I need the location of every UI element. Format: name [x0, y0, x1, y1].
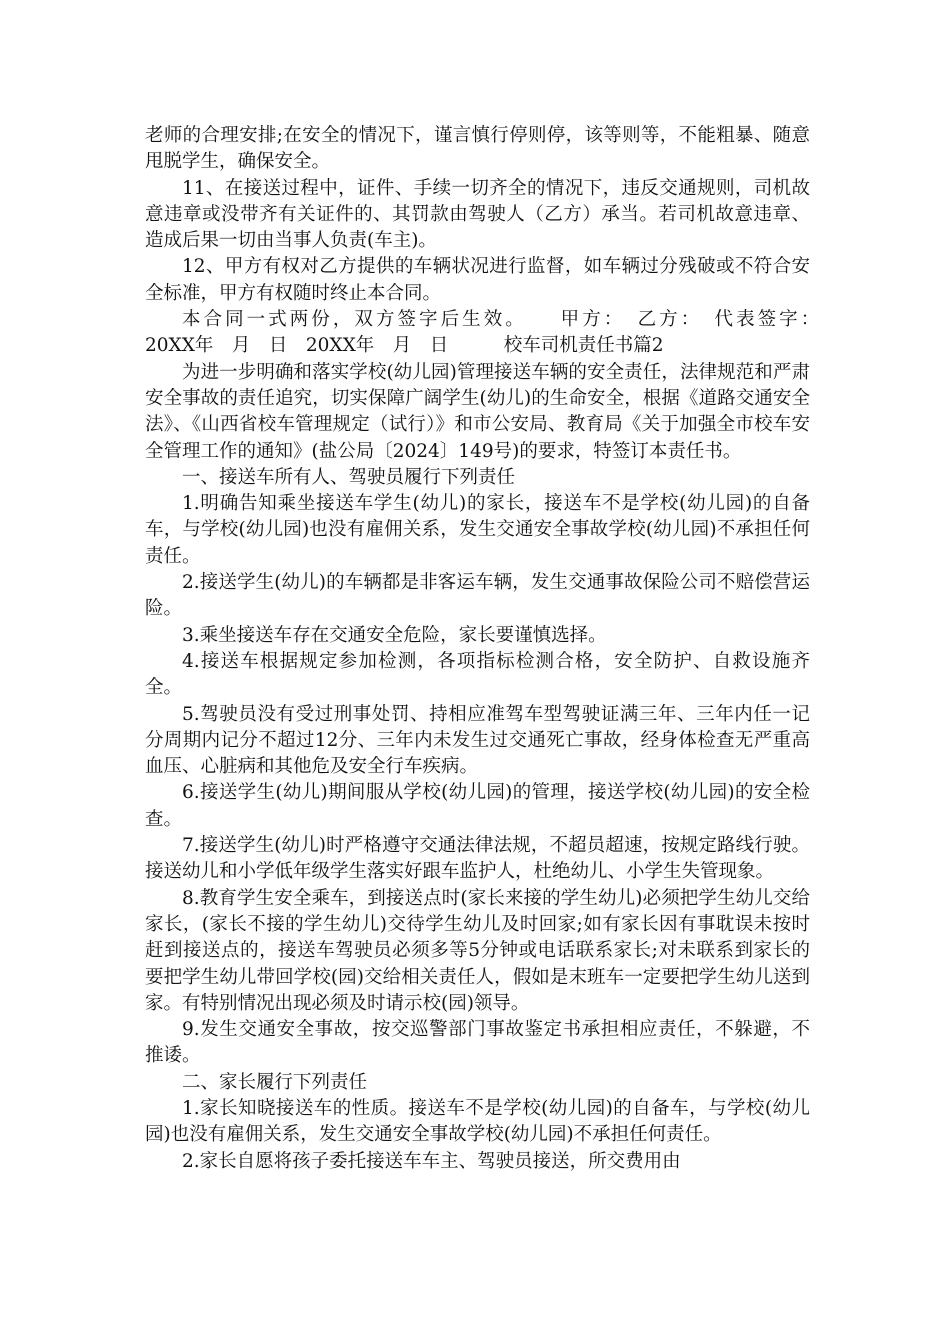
paragraph-continuation: 老师的合理安排;在安全的情况下，谨言慎行停则停，该等则等，不能粗暴、随意甩脱学生，确保安全。 — [145, 125, 810, 173]
section-heading-1: 一、接送车所有人、驾驶员履行下列责任 — [182, 466, 516, 488]
section-heading-2: 二、家长履行下列责任 — [182, 1071, 368, 1093]
paragraph-clause-11: 11、在接送过程中，证件、手续一切齐全的情况下，违反交通规则，司机故意违章或没带齐有关证件的、其罚款由驾驶人（乙方）承当。若司机故意违章、造成后果一切由当事人负责(车主)。 — [145, 177, 810, 252]
list-item: 2.接送学生(幼儿)的车辆都是非客运车辆，发生交通事故保险公司不赔偿营运险。 — [145, 572, 810, 620]
list-item: 5.驾驶员没有受过刑事处罚、持相应准驾车型驾驶证满三年、三年内任一记分周期内记分不超过12分、三年内未发生过交通死亡事故，经身体检查无严重高血压、心脏病和其他危及安全行车疾病。 — [145, 703, 810, 778]
list-item: 4.接送车根据规定参加检测，各项指标检测合格，安全防护、自救设施齐全。 — [145, 650, 810, 699]
list-item: 8.教育学生安全乘车，到接送点时(家长来接的学生幼儿)必须把学生幼儿交给家长，(家长不接的学生幼儿)交待学生幼儿及时回家;如有家长因有事耽误未按时赶到接送点的，接送车驾驶员必须多等5分钟或电话联系家长;对未联系到家长的要把学生幼儿带回学校(园)交给相关责任人，假如是末班车一定要把学生幼儿送到家。有特别情况出现必须及时请示校(园)领导。 — [145, 887, 810, 1014]
list-item: 1.明确告知乘坐接送车学生(幼儿)的家长，接送车不是学校(幼儿园)的自备车，与学校(幼儿园)也没有雇佣关系，发生交通安全事故学校(幼儿园)不承担任何责任。 — [145, 493, 810, 567]
document-body — [145, 123, 866, 1175]
list-item: 2.家长自愿将孩子委托接送车车主、驾驶员接送，所交费用由 — [182, 1150, 681, 1172]
list-item: 9.发生交通安全事故，按交巡警部门事故鉴定书承担相应责任，不躲避，不推诿。 — [145, 1019, 810, 1067]
list-item: 7.接送学生(幼儿)时严格遵守交通法律法规，不超员超速，按规定路线行驶。接送幼儿和小学低年级学生落实好跟车监护人，杜绝幼儿、小学生失管现象。 — [145, 835, 810, 883]
paragraph-clause-12: 12、甲方有权对乙方提供的车辆状况进行监督，如车辆过分残破或不符合安全标准，甲方有权随时终止本合同。 — [145, 256, 810, 304]
list-item: 1.家长知晓接送车的性质。接送车不是学校(幼儿园)的自备车，与学校(幼儿园)也没有雇佣关系，发生交通安全事故学校(幼儿园)不承担任何责任。 — [145, 1097, 810, 1146]
paragraph-signature: 本合同一式两份，双方签字后生效。 甲方： 乙方： 代表签字： 20XX年 月 日 20XX年 月 日 校车司机责任书篇2 — [145, 309, 866, 357]
list-item: 6.接送学生(幼儿)期间服从学校(幼儿园)的管理，接送学校(幼儿园)的安全检查。 — [145, 782, 810, 830]
list-item: 3.乘坐接送车存在交通安全危险，家长要谨慎选择。 — [182, 624, 607, 646]
paragraph-intro: 为进一步明确和落实学校(幼儿园)管理接送车辆的安全责任，法律规范和严肃安全事故的责任追究，切实保障广阔学生(幼儿)的生命安全，根据《道路交通安全法》、《山西省校车管理规定（试行）》和市公安局、教育局《关于加强全市校车安全管理工作的通知》(盐公局〔2024〕149号)的要求，特签订本责任书。 — [145, 361, 810, 462]
